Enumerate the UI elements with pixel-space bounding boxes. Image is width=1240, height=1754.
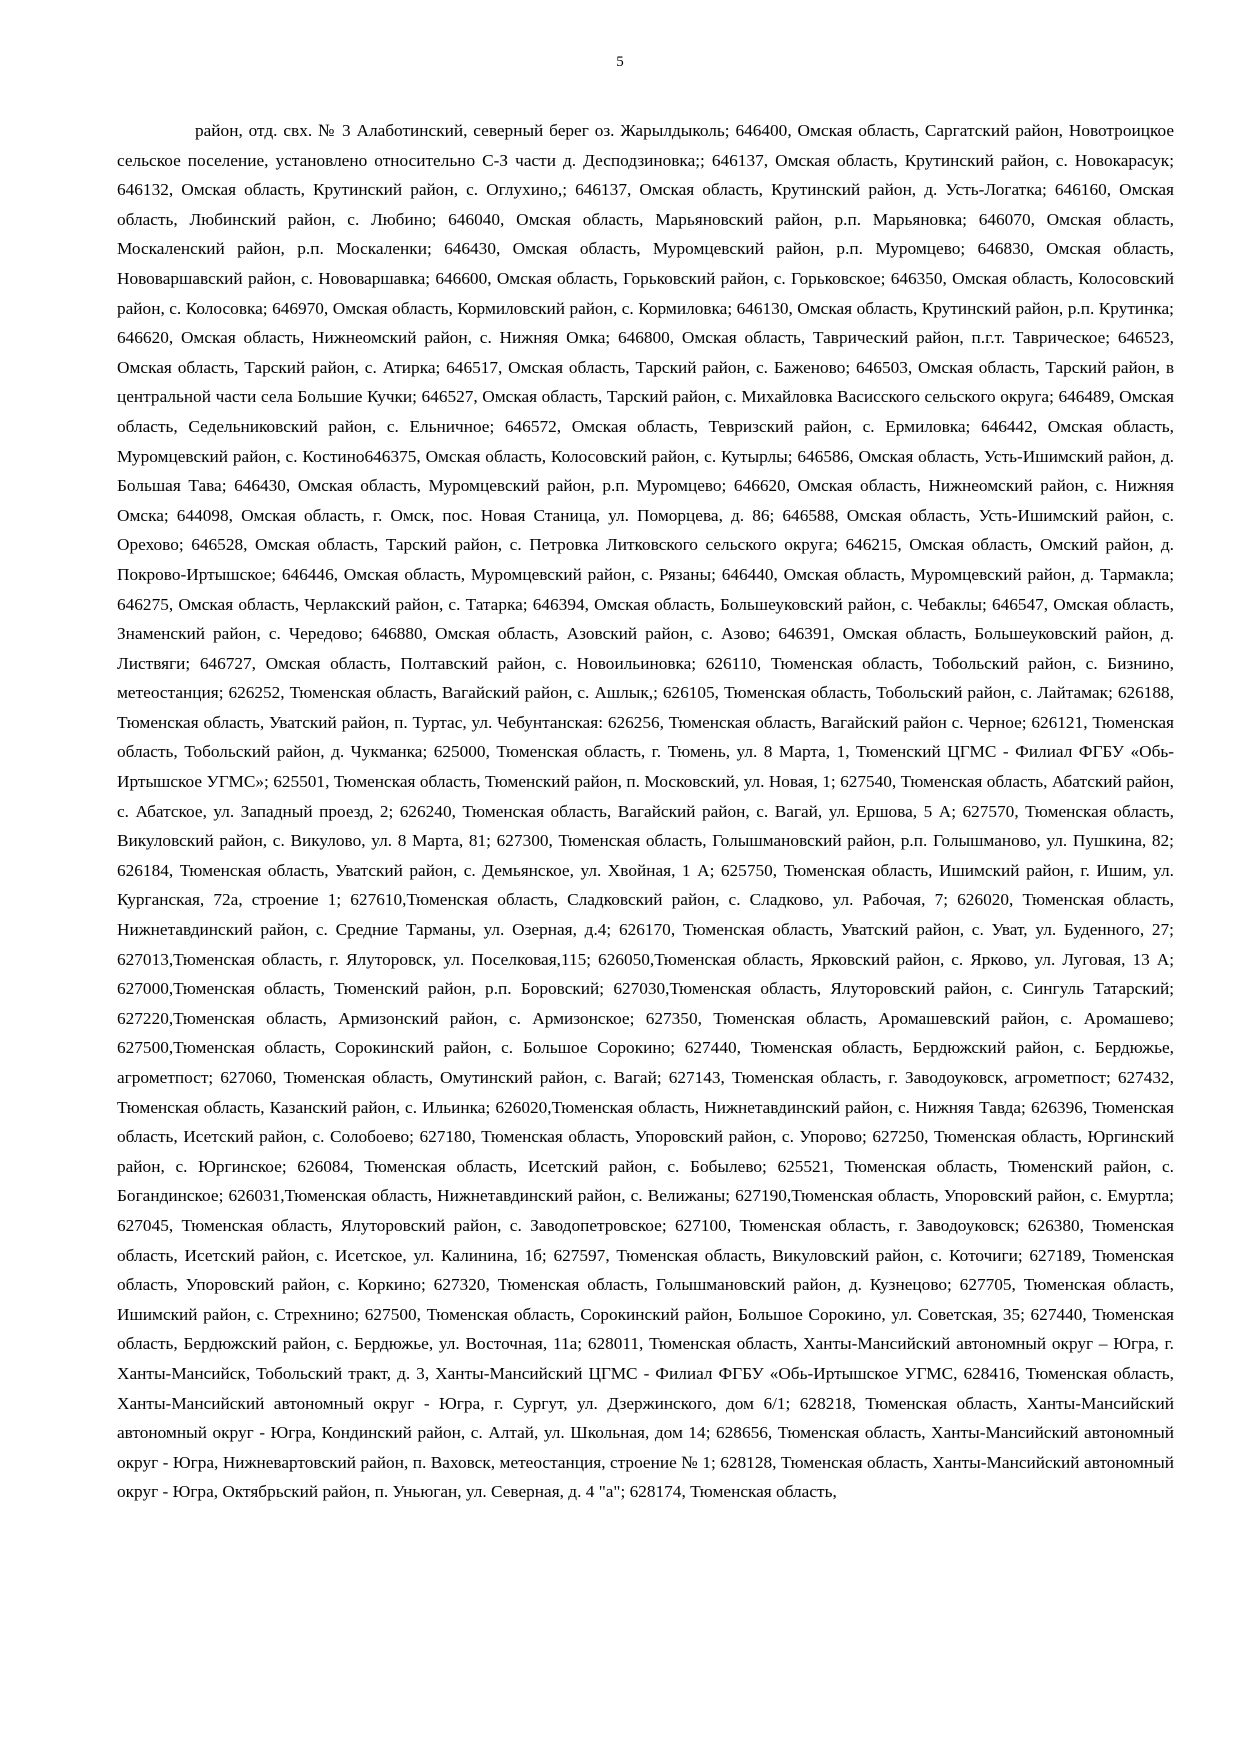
page-number: 5 <box>616 54 624 70</box>
body-paragraph: район, отд. свх. № 3 Алаботинский, северный берег оз. Жарылдыколь; 646400, Омская область, Саргатский район, Новотроицкое сельское поселение, установлено относительно С-З части д. Десподзиновка;; 646137, Омская область, Крутинский район, с. Новокарасук; 646132, Омская область, Крутинский район, с. Оглухино,; 646137, Омская область, Крутинский район, д. Усть-Логатка; 646160, Омская область, Любинский район, с. Любино; 646040, Омская область, Марьяновский район, р.п. Марьяновка; 646070, Омская область, Москаленский район, р.п. Москаленки; 646430, Омская область, Муромцевский район, р.п. Муромцево; 646830, Омская область, Нововаршавский район, с. Нововаршавка; 646600, Омская область, Горьковский район, с. Горьковское; 646350, Омская область, Колосовский район, с. Колосовка; 646970, Омская область, Кормиловский район, с. Кормиловка; 646130, Омская область, Крутинский район, р.п. Крутинка; 646620, Омская область, Нижнеомский район, с. Нижняя Омка; 646800, Омская область, Таврический район, п.г.т. Таврическое; 646523, Омская область, Тарский район, с. Атирка; 646517, Омская область, Тарский район, с. Баженово; 646503, Омская область, Тарский район, в центральной части села Большие Кучки; 646527, Омская область, Тарский район, с. Михайловка Васисского сельского округа; 646489, Омская область, Седельниковский район, с. Ельничное; 646572, Омская область, Тевризский район, с. Ермиловка; 646442, Омская область, Муромцевский район, с. Костино646375, Омская область, Колосовский район, с. Кутырлы; 646586, Омская область, Усть-Ишимский район, д. Большая Тава; 646430, Омская область, Муромцевский район, р.п. Муромцево; 646620, Омская область, Нижнеомский район, с. Нижняя Омска; 644098, Омская область, г. Омск, пос. Новая Станица, ул. Поморцева, д. 86; 646588, Омская область, Усть-Ишимский район, с. Орехово; 646528, Омская область, Тарский район, с. Петровка Литковского сельского округа; 646215, Омская область, Омский район, д. Покрово-Иртышское; 646446, Омская область, Муромцевский район, с. Рязаны; 646440, Омская область, Муромцевский район, д. Тармакла; 646275, Омская область, Черлакский район, с. Татарка; 646394, Омская область, Большеуковский район, с. Чебаклы; 646547, Омская область, Знаменский район, с. Чередово; 646880, Омская область, Азовский район, с. Азово; 646391, Омская область, Большеуковский район, д. Листвяги; 646727, Омская область, Полтавский район, с. Новоильиновка; 626110, Тюменская область, Тобольский район, с. Бизнино, метеостанция; 626252, Тюменская область, Вагайский район, с. Ашлык,; 626105, Тюменская область, Тобольский район, с. Лайтамак; 626188, Тюменская область, Уватский район, п. Туртас, ул. Чебунтанская: 626256, Тюменская область, Вагайский район с. Черное; 626121, Тюменская область, Тобольский район, д. Чукманка; 625000, Тюменская область, г. Тюмень, ул. 8 Марта, 1, Тюменский ЦГМС - Филиал ФГБУ «Обь-Иртышское УГМС»; 625501, Тюменская область, Тюменский район, п. Московский, ул. Новая, 1; 627540, Тюменская область, Абатский район, с. Абатское, ул. Западный проезд, 2; 626240, Тюменская область, Вагайский район, с. Вагай, ул. Ершова, 5 А; 627570, Тюменская область, Викуловский район, с. Викулово, ул. 8 Марта, 81; 627300, Тюменская область, Голышмановский район, р.п. Голышманово, ул. Пушкина, 82; 626184, Тюменская область, Уватский район, с. Демьянское, ул. Хвойная, 1 А; 625750, Тюменская область, Ишимский район, г. Ишим, ул. Курганская, 72а, строение 1; 627610,Тюменская область, Сладковский район, с. Сладково, ул. Рабочая, 7; 626020, Тюменская область, Нижнетавдинский район, с. Средние Тарманы, ул. Озерная, д.4; 626170, Тюменская область, Уватский район, с. Уват, ул. Буденного, 27; 627013,Тюменская область, г. Ялуторовск, ул. Поселковая,115; 626050,Тюменская область, Ярковский район, с. Ярково, ул. Луговая, 13 А; 627000,Тюменская область, Тюменский район, р.п. Боровский; 627030,Тюменская область, Ялуторовский район, с. Сингуль Татарский; 627220,Тюменская область, Армизонский район, с. Армизонское; 627350, Тюменская область, Аромашевский район, с. Аромашево; 627500,Тюменская область, Сорокинский район, с. Большое Сорокино; 627440, Тюменская область, Бердюжский район, с. Бердюжье, агрометпост; 627060, Тюменская область, Омутинский район, с. Вагай; 627143, Тюменская область, г. Заводоуковск, агрометпост; 627432, Тюменская область, Казанский район, с. Ильинка; 626020,Тюменская область, Нижнетавдинский район, с. Нижняя Тавда; 626396, Тюменская область, Исетский район, с. Солобоево; 627180, Тюменская область, Упоровский район, с. Упорово; 627250, Тюменская область, Юргинский район, с. Юргинское; 626084, Тюменская область, Исетский район, с. Бобылево; 625521, Тюменская область, Тюменский район, с. Богандинское; 626031,Тюменская область, Нижнетавдинский район, с. Велижаны; 627190,Тюменская область, Упоровский район, с. Емуртла; 627045, Тюменская область, Ялуторовский район, с. Заводопетровское; 627100, Тюменская область, г. Заводоуковск; 626380, Тюменская область, Исетский район, с. Исетское, ул. Калинина, 1б; 627597, Тюменская область, Викуловский район, с. Коточиги; 627189, Тюменская область, Упоровский район, с. Коркино; 627320, Тюменская область, Голышмановский район, д. Кузнецово; 627705, Тюменская область, Ишимский район, с. Стрехнино; 627500, Тюменская область, Сорокинский район, Большое Сорокино, ул. Советская, 35; 627440, Тюменская область, Бердюжский район, с. Бердюжье, ул. Восточная, 11а; 628011, Тюменская область, Ханты-Мансийский автономный округ – Югра, г. Ханты-Мансийск, Тобольский тракт, д. 3, Ханты-Мансийский ЦГМС - Филиал ФГБУ «Обь-Иртышское УГМС, 628416, Тюменская область, Ханты-Мансийский автономный округ - Югра, г. Сургут, ул. Дзержинского, дом 6/1; 628218, Тюменская область, Ханты-Мансийский автономный округ - Югра, Кондинский район, с. Алтай, ул. Школьная, дом 14; 628656, Тюменская область, Ханты-Мансийский автономный округ - Югра, Нижневартовский район, п. Ваховск, метеостанция, строение № 1; 628128, Тюменская область, Ханты-Мансийский автономный округ - Югра, Октябрьский район, п. Уньюган, ул. Северная, д. 4 "а"; 628174, Тюменская область, <box>117 121 1174 1502</box>
